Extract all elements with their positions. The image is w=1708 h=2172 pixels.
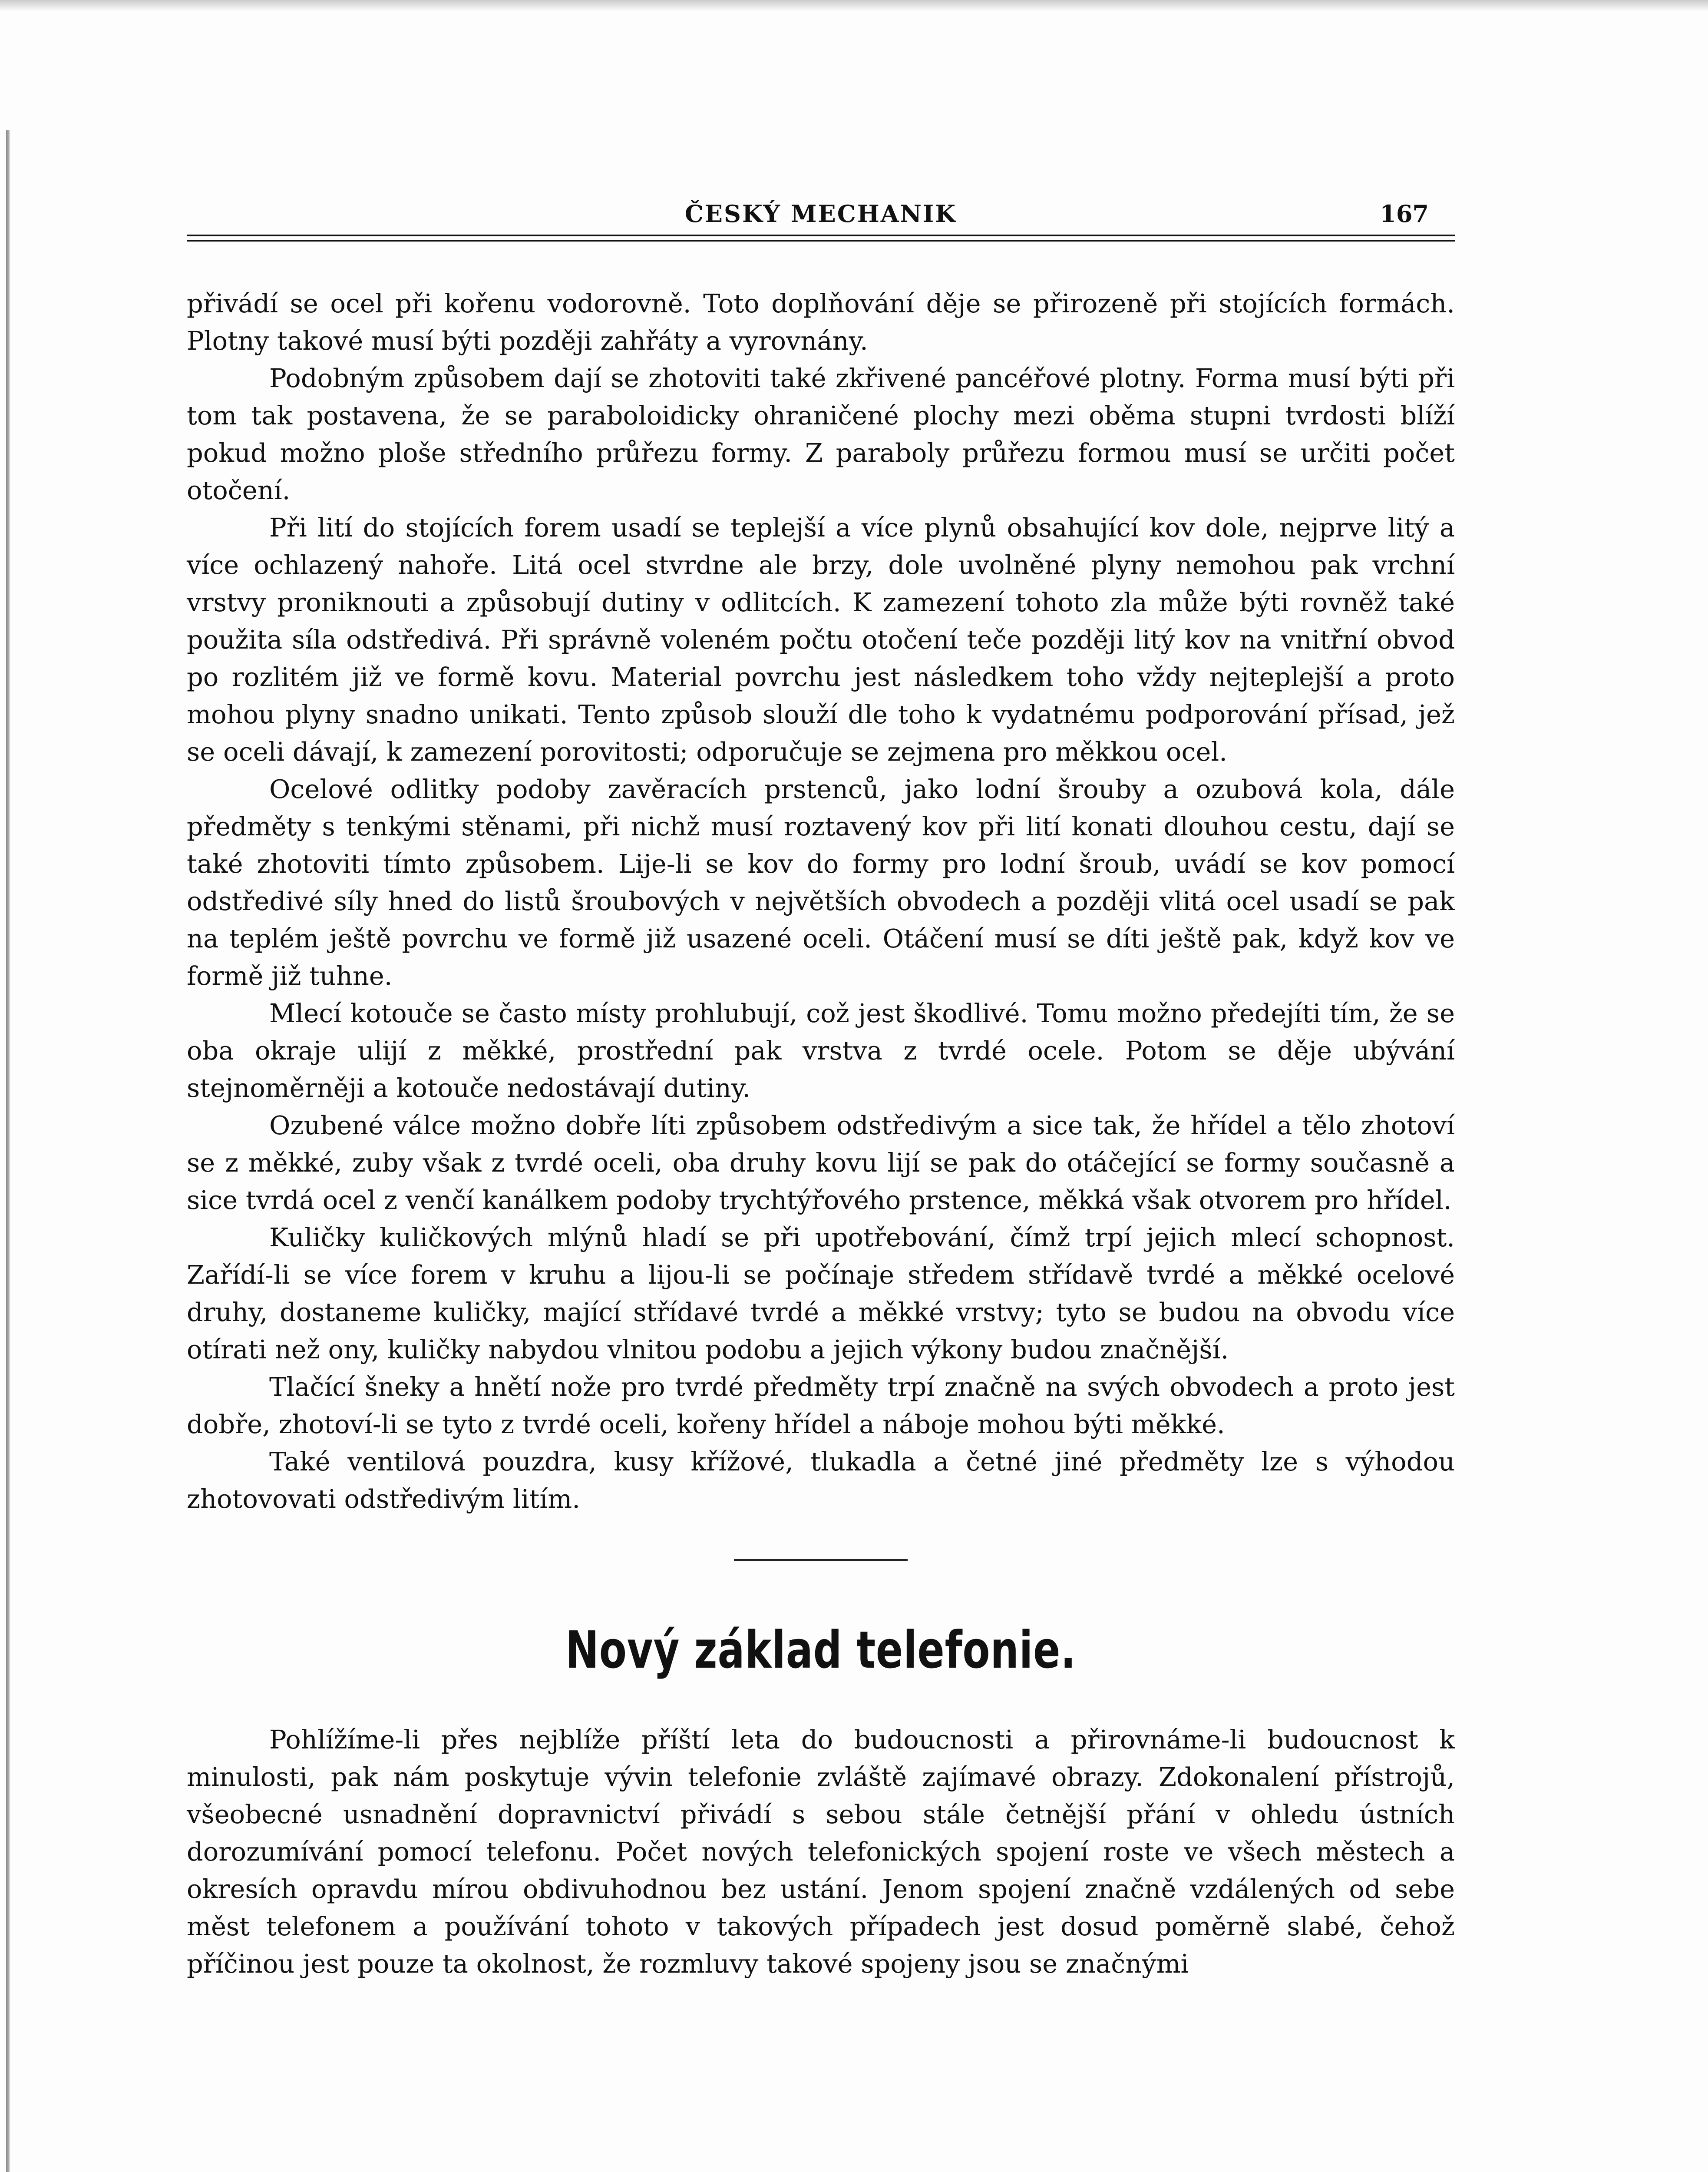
- running-header: [187, 187, 1455, 235]
- paragraph: Při lití do stojících forem usadí se teplejší a více plynů obsahující kov dole, nejprve litý a více ochlazený nahoře. Litá ocel stvrdne ale brzy, dole uvolněné plyny nemohou pak vrchní vrstvy proniknouti a způsobují dutiny v odlitcích. K zamezení tohoto zla může býti rovněž také použita síla odstředivá. Při správně voleném počtu otočení teče později litý kov na vnitřní obvod po rozlitém již ve formě kovu. Material povrchu jest následkem toho vždy nejteplejší a proto mohou plyny snadno unikati. Tento způsob slouží dle toho k vydatnému podporování přísad, jež se oceli dávají, k zamezení porovitosti; odporučuje se zejmena pro měkkou ocel.: [187, 513, 1455, 767]
- section-separator-rule: [734, 1559, 908, 1561]
- paragraph: Tlačící šneky a hnětí nože pro tvrdé předměty trpí značně na svých obvodech a proto jest dobře, zhotoví-li se tyto z tvrdé oceli, kořeny hřídel a náboje mohou býti měkké.: [187, 1372, 1455, 1439]
- paragraph: Také ventilová pouzdra, kusy křížové, tlukadla a četné jiné předměty lze s výhodou zhotovovati odstředivým litím.: [187, 1447, 1455, 1514]
- paragraph: Kuličky kuličkových mlýnů hladí se při upotřebování, čímž trpí jejich mlecí schopnost. Zařídí-li se více forem v kruhu a lijou-li se počínaje středem střídavě tvrdé a měkké ocelové druhy, dostaneme kuličky, mající střídavé tvrdé a měkké vrstvy; tyto se budou na obvodu více otírati než ony, kuličky nabydou vlnitou podobu a jejich výkony budou značnější.: [187, 1222, 1455, 1364]
- page-binding-edge: [6, 130, 10, 2172]
- paragraph: Podobným způsobem dají se zhotoviti také zkřivené pancéřové plotny. Forma musí býti při tom tak postavena, že se paraboloidicky ohraničené plochy mezi oběma stupni tvrdosti blíží pokud možno ploše středního průřezu formy. Z paraboly průřezu formou musí se určiti počet otočení.: [187, 363, 1455, 505]
- paragraph: Ozubené válce možno dobře líti způsobem odstředivým a sice tak, že hřídel a tělo zhotoví se z měkké, zuby však z tvrdé oceli, oba druhy kovu lijí se pak do otáčející se formy současně a sice tvrdá ocel z venčí kanálkem podoby trychtýřového prstence, měkká však otvorem pro hřídel.: [187, 1110, 1455, 1215]
- page: [187, 187, 1455, 1983]
- page-top-edge-shadow: [0, 0, 1708, 11]
- article-body-continued: [187, 285, 1455, 1518]
- header-double-rule: [187, 235, 1455, 242]
- page-number: 167: [1380, 200, 1429, 228]
- article-body-telefonie: [187, 1721, 1455, 1983]
- running-title: ČESKÝ MECHANIK: [684, 200, 957, 228]
- paragraph: Pohlížíme-li přes nejblíže příští leta do budoucnosti a přirovnáme-li budoucnost k minulosti, pak nám poskytuje vývin telefonie zvláště zajímavé obrazy. Zdokonalení přístrojů, všeobecné usnadnění dopravnictví přivádí s sebou stále četnější přání v ohledu ústních dorozumívání pomocí telefonu. Počet nových telefonických spojení roste ve všech městech a okresích opravdu mírou obdivuhodnou bez ustání. Jenom spojení značně vzdálených od sebe měst telefonem a používání tohoto v takových případech jest dosud poměrně slabé, čehož příčinou jest pouze ta okolnost, že rozmluvy takové spojeny jsou se značnými: [187, 1725, 1455, 1979]
- paragraph: Mlecí kotouče se často místy prohlubují, což jest škodlivé. Tomu možno předejíti tím, že se oba okraje ulijí z měkké, prostřední pak vrstva z tvrdé ocele. Potom se děje ubývání stejnoměrněji a kotouče nedostávají dutiny.: [187, 998, 1455, 1103]
- paragraph: přivádí se ocel při kořenu vodorovně. Toto doplňování děje se přirozeně při stojících formách. Plotny takové musí býti později zahřáty a vyrovnány.: [187, 288, 1455, 356]
- paragraph: Ocelové odlitky podoby zavěracích prstenců, jako lodní šrouby a ozubová kola, dále předměty s tenkými stěnami, při nichž musí roztavený kov při lití konati dlouhou cestu, dají se také zhotoviti tímto způsobem. Lije-li se kov do formy pro lodní šroub, uvádí se kov pomocí odstředivé síly hned do listů šroubových v největších obvodech a později vlitá ocel usadí se pak na teplém ještě povrchu ve formě již usazené oceli. Otáčení musí se díti ještě pak, když kov ve formě již tuhne.: [187, 774, 1455, 991]
- section-title: Nový základ telefonie.: [565, 1620, 1077, 1680]
